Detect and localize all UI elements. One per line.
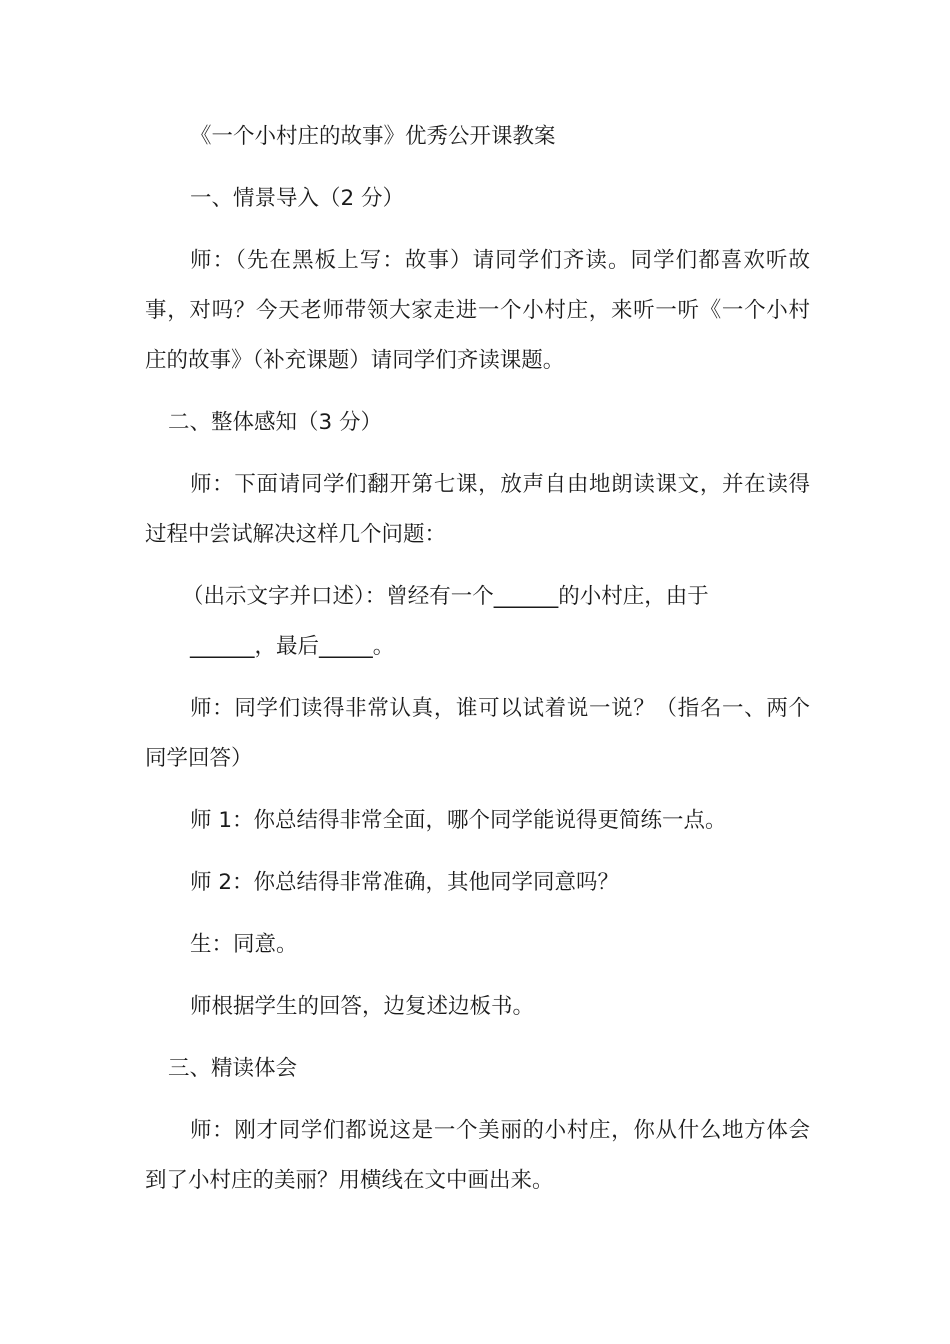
fill-in-prompt-line: （出示文字并口述）：曾经有一个______的小村庄，由于 [182,584,709,609]
document-title: 《一个小村庄的故事》优秀公开课教案 [190,124,556,149]
paragraph-line: 生：同意。 [190,932,298,957]
paragraph-line: 师 1：你总结得非常全面，哪个同学能说得更简练一点。 [190,808,727,833]
paragraph-line: 师：（先在黑板上写：故事）请同学们齐读。同学们都喜欢听故 [190,248,810,273]
section-heading-intro: 一、情景导入（2 分） [190,186,405,211]
paragraph-line: 师根据学生的回答，边复述边板书。 [190,994,535,1019]
paragraph-line: 师：同学们读得非常认真，谁可以试着说一说？（指名一、两个 [190,696,810,721]
fill-in-prompt-line: ______，最后_____。 [190,634,395,659]
paragraph-line: 到了小村庄的美丽？用横线在文中画出来。 [145,1168,554,1193]
paragraph-line: 师 2：你总结得非常准确，其他同学同意吗？ [190,870,620,895]
paragraph-line: 师：下面请同学们翻开第七课，放声自由地朗读课文，并在读得 [190,472,810,497]
paragraph-line: 同学回答） [145,746,253,771]
paragraph-line: 师：刚才同学们都说这是一个美丽的小村庄，你从什么地方体会 [190,1118,810,1143]
section-heading-close-reading: 三、精读体会 [168,1056,298,1081]
paragraph-line: 事，对吗？今天老师带领大家走进一个小村庄，来听一听《一个小村 [145,298,810,323]
section-heading-overall: 二、整体感知（3 分） [168,410,383,435]
paragraph-line: 过程中尝试解决这样几个问题： [145,522,447,547]
paragraph-line: 庄的故事》（补充课题）请同学们齐读课题。 [145,348,565,373]
